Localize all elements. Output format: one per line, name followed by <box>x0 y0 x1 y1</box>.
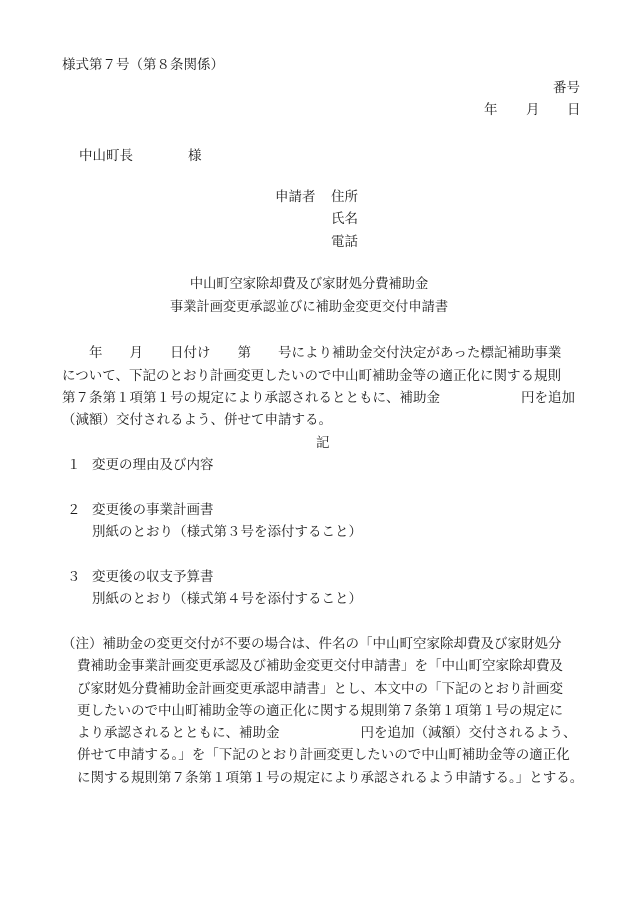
note-line5: より承認されるとともに、補助金 円を追加（減額）交付されるよう、 <box>77 725 577 741</box>
applicant-phone-label: 電話 <box>331 234 358 250</box>
ki-heading: 記 <box>316 435 330 451</box>
item-detail: 別紙のとおり（様式第３号を添付すること） <box>92 524 362 540</box>
body-text-line3: 第７条第１項第１号の規定により承認されるとともに、補助金 円を追加 <box>62 390 575 406</box>
document-number-label: 番号 <box>553 80 580 96</box>
applicant-name-label: 氏名 <box>331 211 358 227</box>
item-number: １ <box>67 457 81 473</box>
applicant-label: 申請者 <box>275 189 316 205</box>
item-detail: 別紙のとおり（様式第４号を添付すること） <box>92 591 362 607</box>
body-text-line1: 年 月 日付け 第 号により補助金交付決定があった標記補助事業 <box>62 345 562 361</box>
item-number: ３ <box>67 569 81 585</box>
addressee-honorific: 様 <box>188 148 202 164</box>
note-line3: び家財処分費補助金計画変更承認申請書」とし、本文中の「下記のとおり計画変 <box>77 681 563 697</box>
item-title: 変更後の事業計画書 <box>92 502 214 518</box>
date-day-label: 日 <box>567 102 581 118</box>
note-line6: 併せて申請する。」を「下記のとおり計画変更したいので中山町補助金等の適正化 <box>77 747 570 763</box>
item-title: 変更の理由及び内容 <box>92 457 214 473</box>
document-title-line2: 事業計画変更承認並びに補助金変更交付申請書 <box>169 299 449 315</box>
addressee-name: 中山町長 <box>79 148 133 164</box>
date-month-label: 月 <box>526 102 540 118</box>
date-year-label: 年 <box>484 102 498 118</box>
document-title-line1: 中山町空家除却費及び家財処分費補助金 <box>189 276 429 292</box>
note-line7: に関する規則第７条第１項第１号の規定により承認されるよう申請する。」とする。 <box>77 770 584 786</box>
body-text-line4: （減額）交付されるよう、併せて申請する。 <box>62 412 332 428</box>
form-label: 様式第７号（第８条関係） <box>62 57 224 73</box>
note-line1: （注）補助金の変更交付が不要の場合は、件名の「中山町空家除却費及び家財処分 <box>62 636 562 652</box>
note-line2: 費補助金事業計画変更承認及び補助金変更交付申請書」を「中山町空家除却費及 <box>77 658 563 674</box>
applicant-address-label: 住所 <box>331 189 358 205</box>
note-line4: 更したいので中山町補助金等の適正化に関する規則第７条第１項第１号の規定に <box>77 703 563 719</box>
item-title: 変更後の収支予算書 <box>92 569 214 585</box>
body-text-line2: について、下記のとおり計画変更したいので中山町補助金等の適正化に関する規則 <box>62 368 561 384</box>
item-number: ２ <box>67 502 81 518</box>
